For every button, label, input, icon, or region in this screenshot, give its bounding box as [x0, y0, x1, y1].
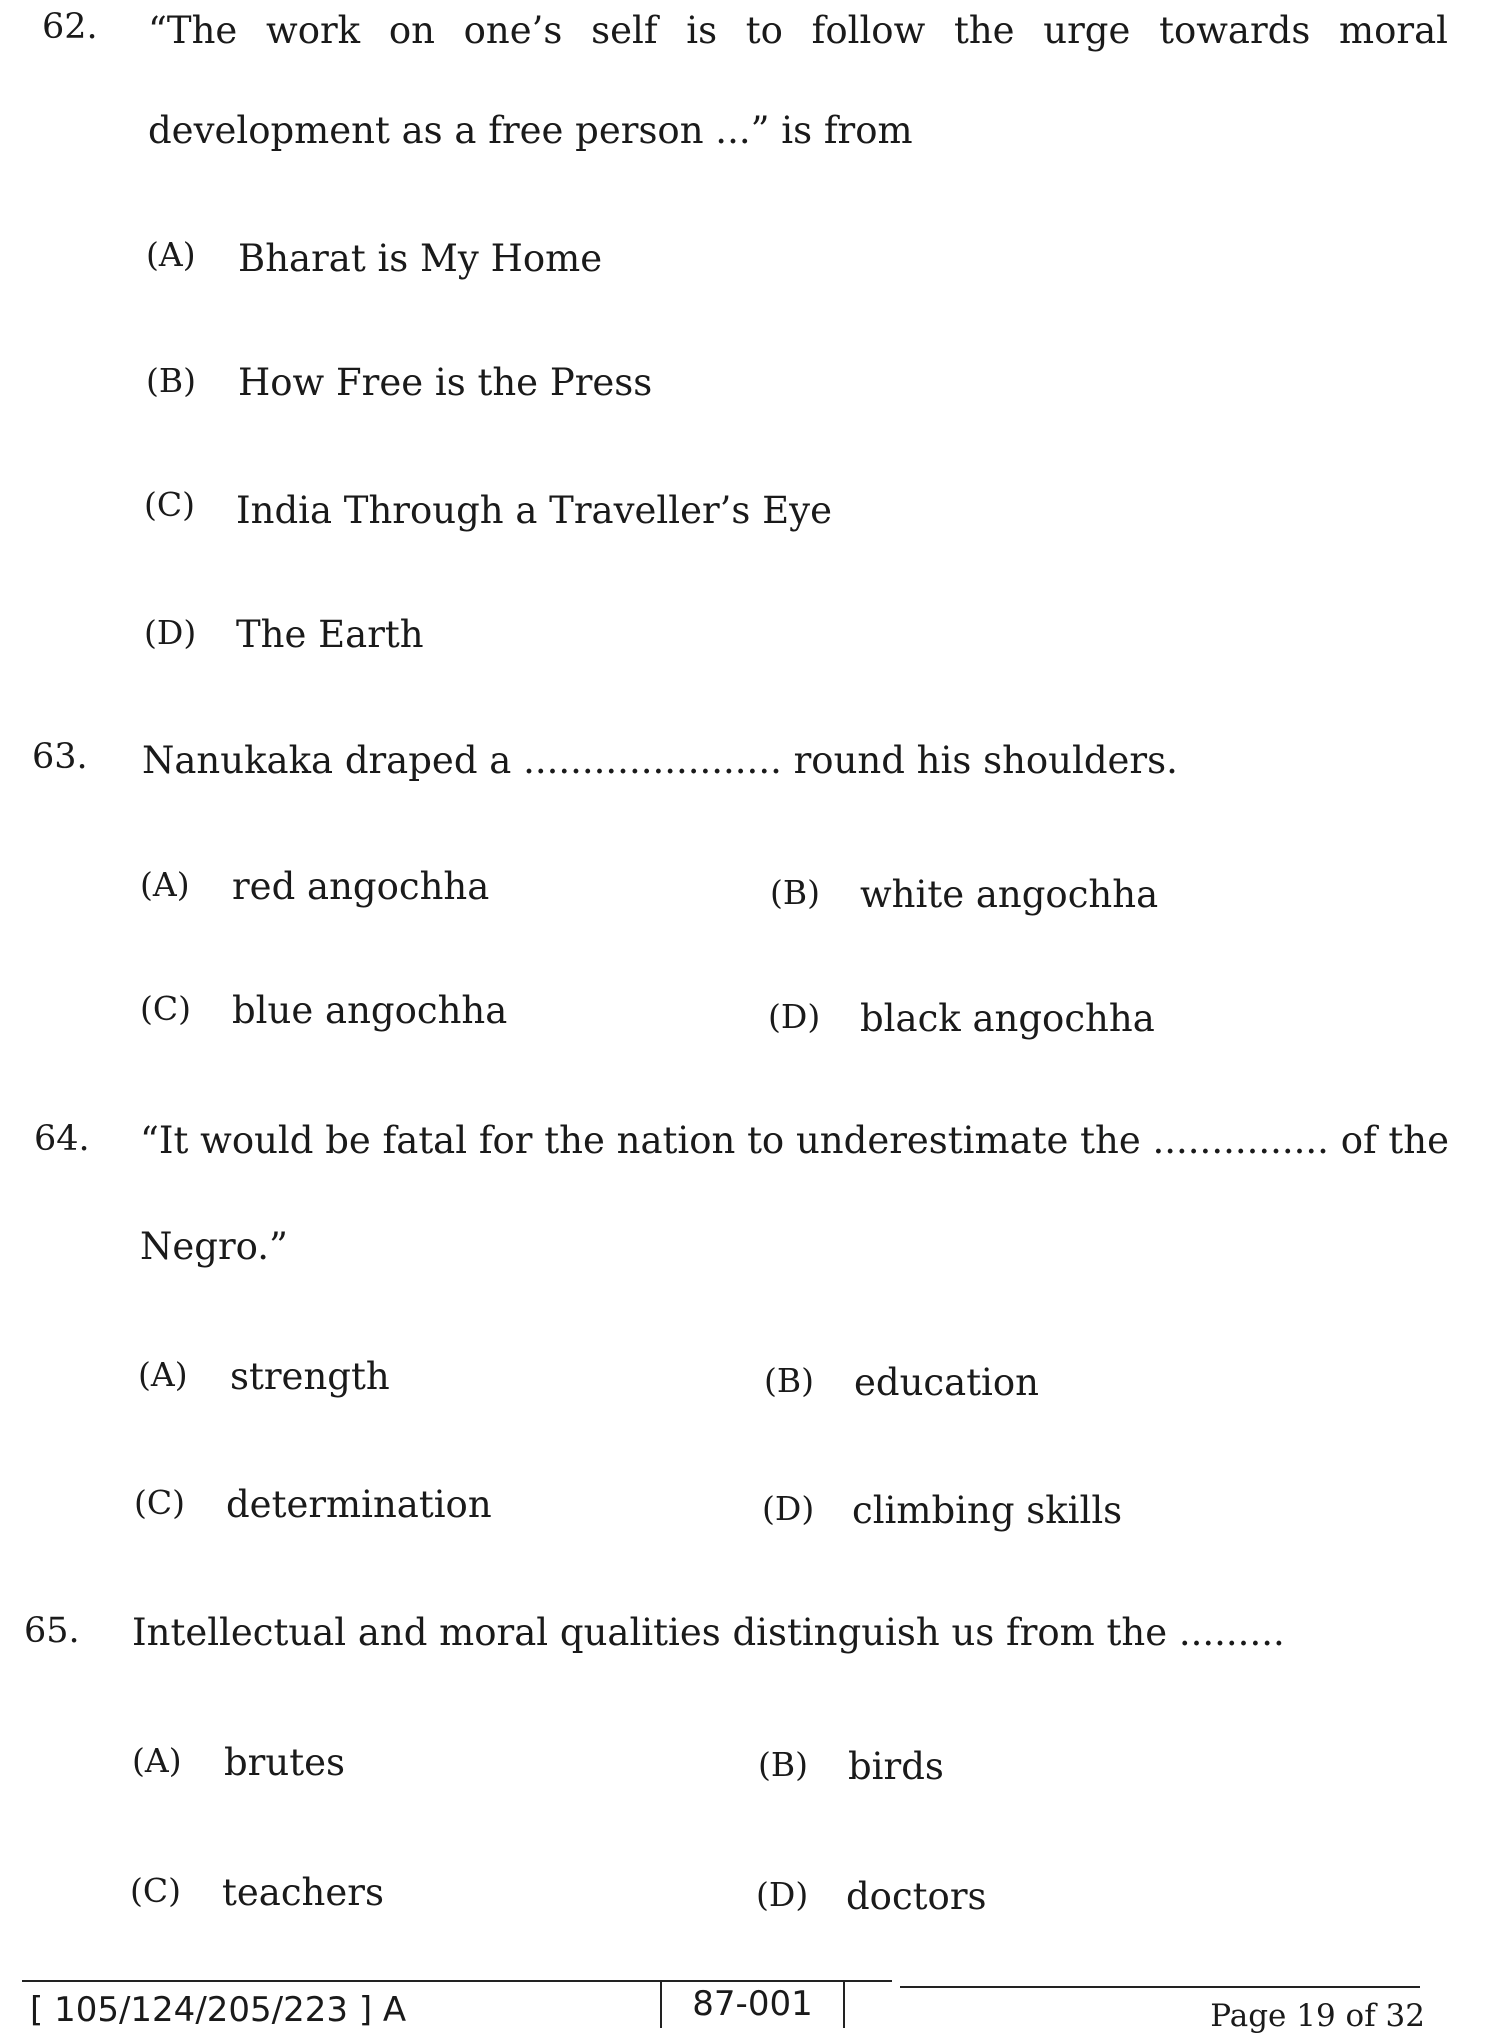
question-64-number: 64.: [34, 1119, 90, 1159]
footer-booklet-code: 87-001: [660, 1980, 845, 2028]
question-65-number: 65.: [24, 1611, 80, 1651]
question-62-option-a-letter: (A): [146, 235, 196, 274]
question-63-option-b-text: white angochha: [860, 873, 1159, 916]
question-65-option-d-letter: (D): [756, 1875, 809, 1914]
question-65-option-c-text: teachers: [222, 1871, 384, 1914]
question-63-text: Nanukaka draped a ...................... round his shoulders.: [142, 739, 1178, 782]
question-62-option-a-text: Bharat is My Home: [238, 237, 603, 280]
question-63-option-b-letter: (B): [770, 873, 820, 912]
question-62-number: 62.: [42, 7, 98, 47]
question-65-option-b-text: birds: [848, 1745, 944, 1788]
question-62-option-c-text: India Through a Traveller’s Eye: [236, 489, 832, 532]
question-65-option-b-letter: (B): [758, 1745, 808, 1784]
footer-page-number: Page 19 of 32: [1210, 1998, 1425, 2034]
question-64-option-b-letter: (B): [764, 1361, 814, 1400]
question-65-option-a-letter: (A): [132, 1741, 182, 1780]
question-63-option-c-letter: (C): [140, 989, 191, 1028]
question-62-option-b-letter: (B): [146, 361, 196, 400]
question-63-option-a-letter: (A): [140, 865, 190, 904]
question-65-option-a-text: brutes: [224, 1741, 345, 1784]
question-64-option-c-letter: (C): [134, 1483, 185, 1522]
question-65-option-d-text: doctors: [846, 1875, 987, 1918]
question-64-text-line1: “It would be fatal for the nation to underestimate the ............... of the: [140, 1119, 1450, 1162]
question-62-option-c-letter: (C): [144, 485, 195, 524]
question-62-text-line1: “The work on one’s self is to follow the urge towards moral: [148, 9, 1448, 52]
question-62-option-d-letter: (D): [144, 613, 197, 652]
question-64-option-c-text: determination: [226, 1483, 492, 1526]
question-64-option-d-letter: (D): [762, 1489, 815, 1528]
question-65-option-c-letter: (C): [130, 1871, 181, 1910]
question-62-text-line2: development as a free person ...” is from: [148, 109, 913, 152]
question-64-option-d-text: climbing skills: [852, 1489, 1123, 1532]
question-64-option-a-letter: (A): [138, 1355, 188, 1394]
question-63-option-d-letter: (D): [768, 997, 821, 1036]
question-62-option-b-text: How Free is the Press: [238, 361, 653, 404]
footer-rule-right: [900, 1986, 1420, 1988]
footer-paper-code: [ 105/124/205/223 ] A: [30, 1990, 407, 2030]
question-63-option-d-text: black angochha: [860, 997, 1155, 1040]
question-63-option-c-text: blue angochha: [232, 989, 508, 1032]
question-62-option-d-text: The Earth: [236, 613, 424, 656]
question-64-option-a-text: strength: [230, 1355, 390, 1398]
question-65-text: Intellectual and moral qualities distinguish us from the .........: [132, 1611, 1285, 1654]
question-63-option-a-text: red angochha: [232, 865, 490, 908]
question-63-number: 63.: [32, 737, 88, 777]
question-64-text-line2: Negro.”: [140, 1225, 288, 1268]
question-64-option-b-text: education: [854, 1361, 1039, 1404]
